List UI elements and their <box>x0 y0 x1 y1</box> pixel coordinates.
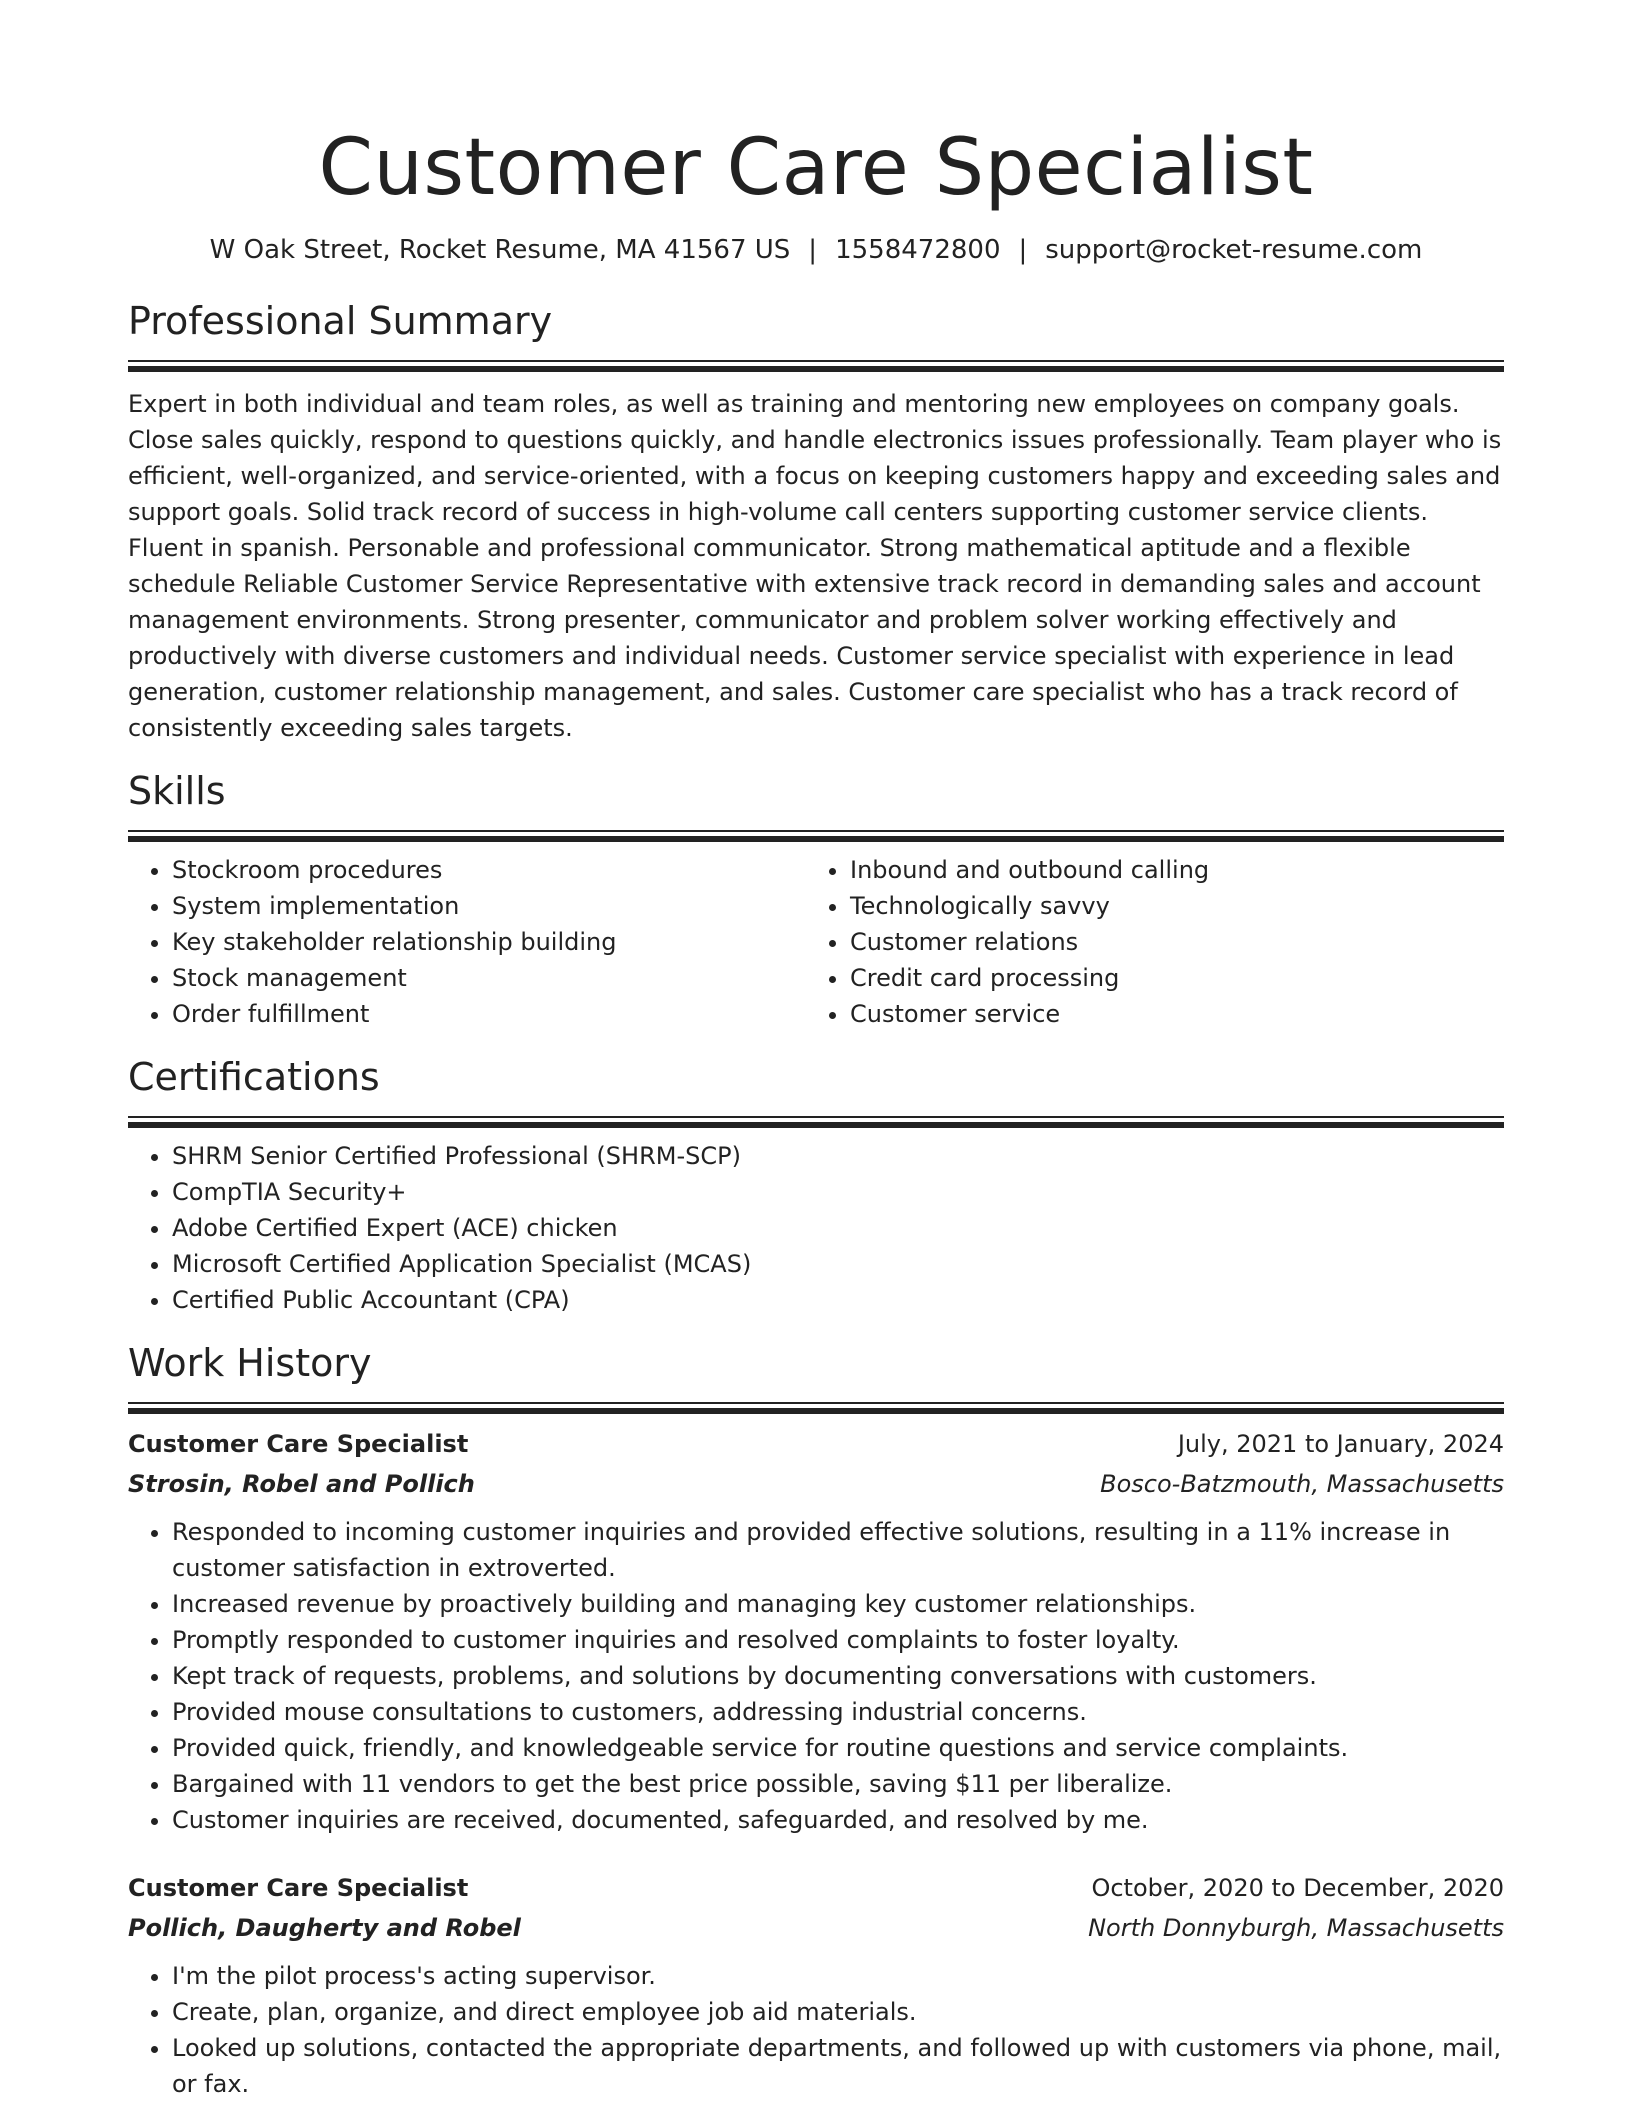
skill-item: • Customer service <box>850 996 1484 1032</box>
skills-column-right <box>806 852 1484 1032</box>
certification-item: • CompTIA Security+ <box>172 1174 1504 1210</box>
job-bullet: • Provided quick, friendly, and knowledgeable service for routine questions and service complaints. <box>172 1730 1504 1766</box>
job-bullet: • Responded to incoming customer inquiries and provided effective solutions, resulting in a 11% increase in customer satisfaction in extroverted. <box>172 1514 1504 1586</box>
section-divider <box>128 360 1504 370</box>
job-title: Customer Care Specialist <box>128 1874 469 1902</box>
work-history-section <box>128 1338 1504 2102</box>
skill-item: • Order fulfillment <box>172 996 806 1032</box>
job-location: North Donnyburgh, Massachusetts <box>1088 1914 1504 1942</box>
summary-section <box>128 296 1504 746</box>
summary-text: Expert in both individual and team roles, as well as training and mentoring new employees on company goals. Close sales quickly, respond to questions quickly, and handle electronics issues professionally. Team player who is efficient, well-organized, and service-oriented, with a focus on keeping customers happy and exceeding sales and support goals. Solid track record of success in high-volume call centers supporting customer service clients. Fluent in spanish. Personable and professional communicator. Strong mathematical aptitude and a flexible schedule Reliable Customer Service Representative with extensive track record in demanding sales and account management environments. Strong presenter, communicator and problem solver working effectively and productively with diverse customers and individual needs. Customer service specialist with experience in lead generation, customer relationship management, and sales. Customer care specialist who has a track record of consistently exceeding sales targets. <box>128 390 1502 742</box>
section-title-summary: Professional Summary <box>128 299 553 343</box>
certification-item: • Adobe Certified Expert (ACE) chicken <box>172 1210 1504 1246</box>
job-bullet: • Customer inquiries are received, documented, safeguarded, and resolved by me. <box>172 1802 1504 1838</box>
contact-line <box>128 232 1504 268</box>
skill-item: • Key stakeholder relationship building <box>172 924 806 960</box>
skill-item: • System implementation <box>172 888 806 924</box>
skill-item: • Inbound and outbound calling <box>850 852 1484 888</box>
certifications-section <box>128 1052 1504 1318</box>
resume-page <box>128 118 1504 2102</box>
job-dates: October, 2020 to December, 2020 <box>1091 1874 1504 1902</box>
skill-item: • Technologically savvy <box>850 888 1484 924</box>
skills-column-left <box>128 852 806 1032</box>
section-title-certifications: Certifications <box>128 1055 380 1099</box>
job-bullet: • Promptly responded to customer inquiries and resolved complaints to foster loyalty. <box>172 1622 1504 1658</box>
job-entry <box>128 1424 1504 1838</box>
skill-item: • Stock management <box>172 960 806 996</box>
job-entry <box>128 1868 1504 2102</box>
skill-item: • Stockroom procedures <box>172 852 806 888</box>
job-bullet: • Increased revenue by proactively building and managing key customer relationships. <box>172 1586 1504 1622</box>
job-dates: July, 2021 to January, 2024 <box>1177 1430 1504 1458</box>
contact-address: W Oak Street, Rocket Resume, MA 41567 US <box>209 235 791 265</box>
certification-item: • SHRM Senior Certified Professional (SHRM-SCP) <box>172 1138 1504 1174</box>
job-bullet: • Looked up solutions, contacted the appropriate departments, and followed up with customers via phone, mail, or fax. <box>172 2030 1504 2102</box>
job-company: Pollich, Daugherty and Robel <box>128 1914 521 1942</box>
section-divider <box>128 1402 1504 1412</box>
job-bullet: • Create, plan, organize, and direct employee job aid materials. <box>172 1994 1504 2030</box>
job-bullet: • Bargained with 11 vendors to get the best price possible, saving $11 per liberalize. <box>172 1766 1504 1802</box>
certification-item: • Microsoft Certified Application Specialist (MCAS) <box>172 1246 1504 1282</box>
contact-email: support@rocket-resume.com <box>1045 235 1423 265</box>
contact-phone: 1558472800 <box>835 235 1001 265</box>
skill-item: • Customer relations <box>850 924 1484 960</box>
section-divider <box>128 830 1504 840</box>
job-location: Bosco-Batzmouth, Massachusetts <box>1100 1470 1504 1498</box>
contact-separator: | <box>1018 235 1028 265</box>
job-bullet: • Kept track of requests, problems, and solutions by documenting conversations with customers. <box>172 1658 1504 1694</box>
section-title-skills: Skills <box>128 769 226 813</box>
job-title: Customer Care Specialist <box>128 1430 469 1458</box>
section-divider <box>128 1116 1504 1126</box>
section-title-work: Work History <box>128 1341 372 1385</box>
skills-section <box>128 766 1504 1032</box>
job-bullet: • Provided mouse consultations to customers, addressing industrial concerns. <box>172 1694 1504 1730</box>
contact-separator: | <box>808 235 818 265</box>
job-bullet: • I'm the pilot process's acting supervisor. <box>172 1958 1504 1994</box>
job-company: Strosin, Robel and Pollich <box>128 1470 475 1498</box>
certification-item: • Certified Public Accountant (CPA) <box>172 1282 1504 1318</box>
resume-name: Customer Care Specialist <box>318 123 1314 213</box>
skill-item: • Credit card processing <box>850 960 1484 996</box>
